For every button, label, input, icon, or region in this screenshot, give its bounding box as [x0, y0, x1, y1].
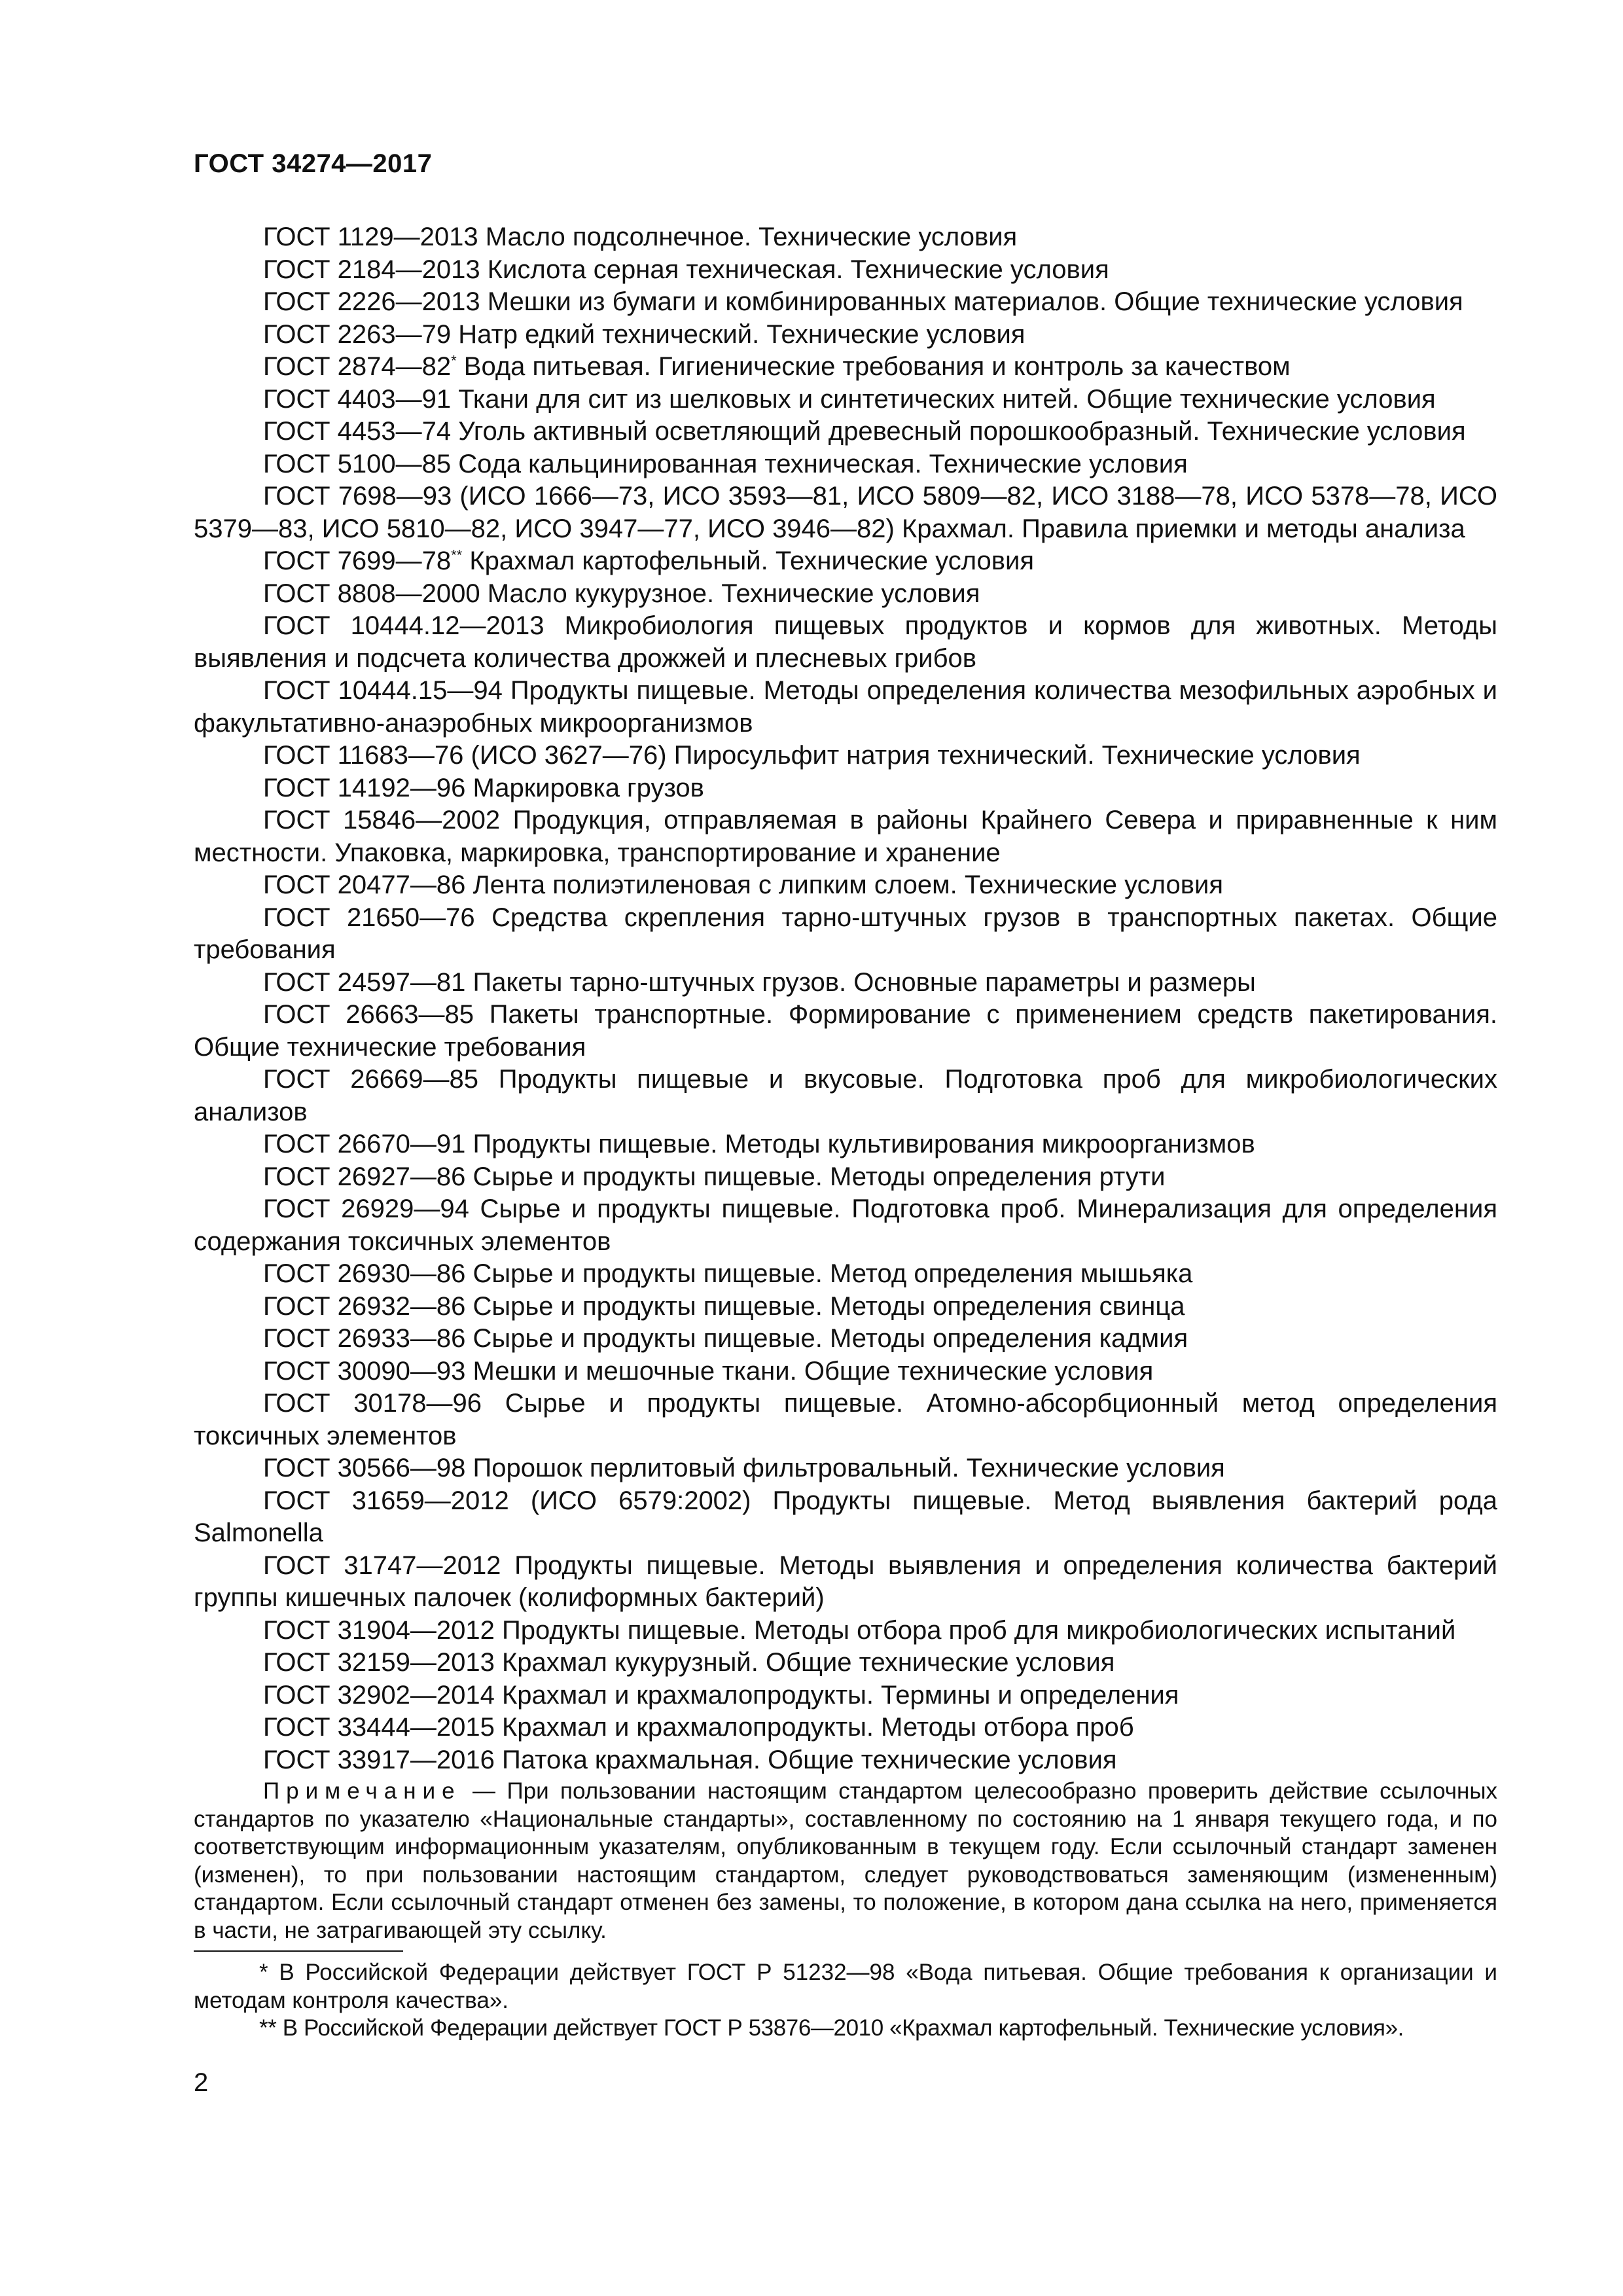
reference-item: ГОСТ 10444.15—94 Продукты пищевые. Методы определения количества мезофильных аэробных и факультативно-анаэробных микроорганизмов	[194, 676, 1497, 738]
reference-item: ГОСТ 32159—2013 Крахмал кукурузный. Общие технические условия	[263, 1648, 1115, 1677]
footnote-item: ** В Российской Федерации действует ГОСТ Р 53876—2010 «Крахмал картофельный. Технические условия».	[259, 2015, 1404, 2041]
reference-item: ГОСТ 31747—2012 Продукты пищевые. Методы выявления и определения количества бактерий группы кишечных палочек (колиформных бактерий)	[194, 1551, 1497, 1612]
reference-item: ГОСТ 26929—94 Сырье и продукты пищевые. Подготовка проб. Минерализация для определения содержания токсичных элементов	[194, 1194, 1497, 1256]
reference-item: ГОСТ 26933—86 Сырье и продукты пищевые. Методы определения кадмия	[263, 1324, 1188, 1353]
reference-item: ГОСТ 1129—2013 Масло подсолнечное. Технические условия	[263, 223, 1018, 251]
reference-item: ГОСТ 26930—86 Сырье и продукты пищевые. Метод определения мышьяка	[263, 1259, 1193, 1288]
reference-item: ГОСТ 26669—85 Продукты пищевые и вкусовые. Подготовка проб для микробиологических анализов	[194, 1065, 1497, 1126]
reference-item: ГОСТ 26932—86 Сырье и продукты пищевые. Методы определения свинца	[263, 1291, 1185, 1321]
normative-references-list	[194, 221, 1497, 1776]
reference-item: ГОСТ 24597—81 Пакеты тарно-штучных грузов. Основные параметры и размеры	[263, 967, 1256, 997]
footnote-divider	[194, 1950, 403, 1952]
reference-item: ГОСТ 5100—85 Сода кальцинированная техническая. Технические условия	[263, 449, 1188, 478]
reference-item: ГОСТ 15846—2002 Продукция, отправляемая в районы Крайнего Севера и приравненные к ним местности. Упаковка, маркировка, транспортирование и хранение	[194, 806, 1497, 867]
reference-item: ГОСТ 26670—91 Продукты пищевые. Методы культивирования микроорганизмов	[263, 1130, 1255, 1158]
reference-item: ГОСТ 26663—85 Пакеты транспортные. Формирование с применением средств пакетирования. Общие технические требования	[194, 1000, 1497, 1062]
reference-item: ГОСТ 2263—79 Натр едкий технический. Технические условия	[263, 319, 1026, 349]
reference-item: ГОСТ 31904—2012 Продукты пищевые. Методы отбора проб для микробиологических испытаний	[263, 1615, 1456, 1645]
note-paragraph	[194, 1778, 1497, 1945]
reference-item: ГОСТ 30566—98 Порошок перлитовый фильтровальный. Технические условия	[263, 1454, 1225, 1482]
reference-item: ГОСТ 33444—2015 Крахмал и крахмалопродукты. Методы отбора проб	[263, 1713, 1134, 1742]
footnote-marker: *	[451, 352, 457, 369]
reference-item: ГОСТ 2184—2013 Кислота серная техническая. Технические условия	[263, 255, 1109, 284]
reference-item: ГОСТ 8808—2000 Масло кукурузное. Технические условия	[263, 579, 980, 608]
reference-item: ГОСТ 30178—96 Сырье и продукты пищевые. Атомно-абсорбционный метод определения токсичных элементов	[194, 1389, 1497, 1450]
reference-item: ГОСТ 32902—2014 Крахмал и крахмалопродукты. Термины и определения	[263, 1680, 1179, 1710]
footnotes	[194, 1959, 1497, 2043]
reference-item: ГОСТ 20477—86 Лента полиэтиленовая с липким слоем. Технические условия	[263, 870, 1223, 899]
reference-item: ГОСТ 30090—93 Мешки и мешочные ткани. Общие технические условия	[263, 1356, 1154, 1386]
reference-item: ГОСТ 4403—91 Ткани для сит из шелковых и синтетических нитей. Общие технические условия	[263, 384, 1436, 414]
reference-item: ГОСТ 21650—76 Средства скрепления тарно-штучных грузов в транспортных пакетах. Общие требования	[194, 903, 1497, 964]
reference-item: ГОСТ 26927—86 Сырье и продукты пищевые. Методы определения ртути	[263, 1162, 1166, 1191]
reference-item: ГОСТ 2226—2013 Мешки из бумаги и комбинированных материалов. Общие технические условия	[263, 287, 1463, 316]
reference-item: ГОСТ 7698—93 (ИСО 1666—73, ИСО 3593—81, ИСО 5809—82, ИСО 3188—78, ИСО 5378—78, ИСО 5379—83, ИСО 5810—82, ИСО 3947—77, ИСО 3946—82) Крахмал. Правила приемки и методы анализа	[194, 482, 1497, 543]
reference-item: ГОСТ 10444.12—2013 Микробиология пищевых продуктов и кормов для животных. Методы выявления и подсчета количества дрожжей и плесневых грибов	[194, 611, 1497, 673]
reference-item: ГОСТ 7699—78** Крахмал картофельный. Технические условия	[263, 547, 1034, 575]
note-text: — При пользовании настоящим стандартом целесообразно проверить действие ссылочных стандартов по указателю «Национальные стандарты», составленному по состоянию на 1 января текущего года, и по соответствующим информационным указателям, опубликованным в текущем году. Если ссылочный стандарт заменен (изменен), то при пользовании настоящим стандартом, следует руководствоваться заменяющим (измененным) стандартом. Если ссылочный стандарт отменен без замены, то положение, в котором дана ссылка на него, применяется в части, не затрагивающей эту ссылку.	[194, 1778, 1497, 1943]
note-label: Примечание	[263, 1778, 461, 1804]
reference-item: ГОСТ 4453—74 Уголь активный осветляющий древесный порошкообразный. Технические условия	[263, 417, 1466, 446]
reference-item: ГОСТ 33917—2016 Патока крахмальная. Общие технические условия	[263, 1745, 1117, 1774]
reference-item: ГОСТ 14192—96 Маркировка грузов	[263, 773, 704, 802]
footnote-item: * В Российской Федерации действует ГОСТ Р 51232—98 «Вода питьевая. Общие требования к организации и методам контроля качества».	[194, 1960, 1497, 2013]
footnote-marker: **	[451, 547, 463, 564]
reference-item: ГОСТ 11683—76 (ИСО 3627—76) Пиросульфит натрия технический. Технические условия	[263, 741, 1361, 770]
reference-item: ГОСТ 2874—82* Вода питьевая. Гигиенические требования и контроль за качеством	[263, 352, 1291, 381]
reference-item: ГОСТ 31659—2012 (ИСО 6579:2002) Продукты пищевые. Метод выявления бактерий рода Salmonella	[194, 1486, 1497, 1547]
page-header-title: ГОСТ 34274—2017	[194, 149, 433, 178]
page-number: 2	[194, 2068, 209, 2097]
